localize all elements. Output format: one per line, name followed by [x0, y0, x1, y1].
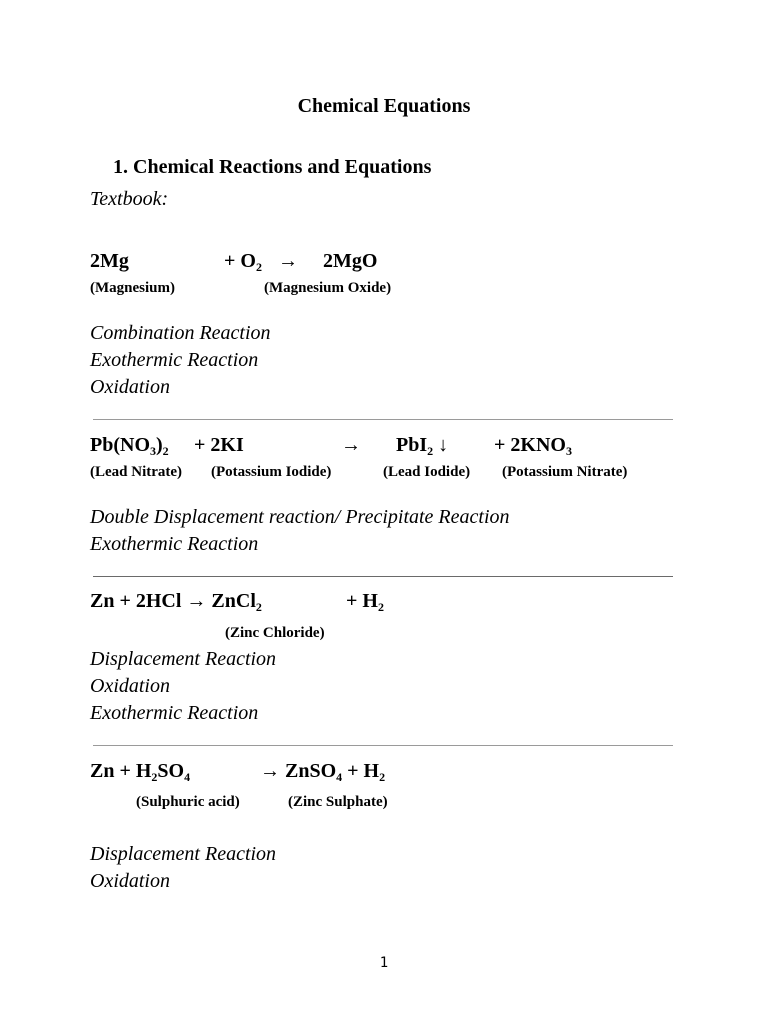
eq1-type: Exothermic Reaction — [90, 349, 259, 371]
eq4-note-sulphuric-acid: (Sulphuric acid) — [136, 794, 240, 810]
eq1-arrow: → — [278, 250, 298, 272]
eq2-product-kno3: + $2KNO_3$ — [494, 434, 572, 458]
eq2-type: Double Displacement reaction/ Precipitate Reaction — [90, 506, 510, 528]
eq2-reactant-lead-nitrate: $Pb(NO_3)_2$ — [90, 434, 169, 458]
eq2-note: (Lead Iodide) — [383, 464, 471, 480]
eq1-type: Oxidation — [90, 376, 170, 398]
eq3-lhs: Zn + 2HCl → ZnCl$_2$ — [90, 590, 262, 614]
eq4-note-zinc-sulphate: (Zinc Sulphate) — [288, 794, 388, 810]
eq3-note-zinc-chloride: (Zinc Chloride) — [225, 625, 325, 641]
eq3-product-h2: + $H_2$ — [346, 590, 384, 614]
section-heading: 1. Chemical Reactions and Equations — [113, 156, 432, 178]
textbook-label: Textbook: — [90, 188, 169, 210]
divider — [93, 419, 673, 420]
eq1-reactant-o2: + $O_2$ — [224, 250, 262, 274]
eq2-type: Exothermic Reaction — [90, 533, 259, 555]
eq4-type: Displacement Reaction — [90, 843, 277, 865]
eq1-product-mgo: 2MgO — [323, 250, 378, 272]
divider — [93, 576, 673, 577]
page-title: Chemical Equations — [297, 95, 471, 117]
eq2-reactant-ki: + 2KI — [194, 434, 244, 456]
eq2-note: (Lead Nitrate) — [90, 464, 183, 480]
divider — [93, 745, 673, 746]
eq3-type: Exothermic Reaction — [90, 702, 259, 724]
eq2-note: (Potassium Iodide) — [211, 464, 332, 480]
page-number: 1 — [379, 955, 389, 971]
eq4-type: Oxidation — [90, 870, 170, 892]
eq1-note-magnesium-oxide: (Magnesium Oxide) — [264, 280, 392, 296]
eq3-type: Displacement Reaction — [90, 648, 277, 670]
eq4-rhs: → ZnSO$_4$ + $H_2$ — [260, 760, 386, 784]
eq3-type: Oxidation — [90, 675, 170, 697]
eq1-note-magnesium: (Magnesium) — [90, 280, 175, 296]
eq1-reactant-mg: 2Mg — [90, 250, 129, 272]
eq2-product-pbi2: PbI$_2$ ↓ — [396, 434, 449, 458]
eq2-arrow: → — [341, 434, 361, 456]
eq4-lhs: $Zn + H_2SO_4$ — [90, 760, 191, 784]
eq1-type: Combination Reaction — [90, 322, 271, 344]
eq2-note: (Potassium Nitrate) — [502, 464, 628, 480]
